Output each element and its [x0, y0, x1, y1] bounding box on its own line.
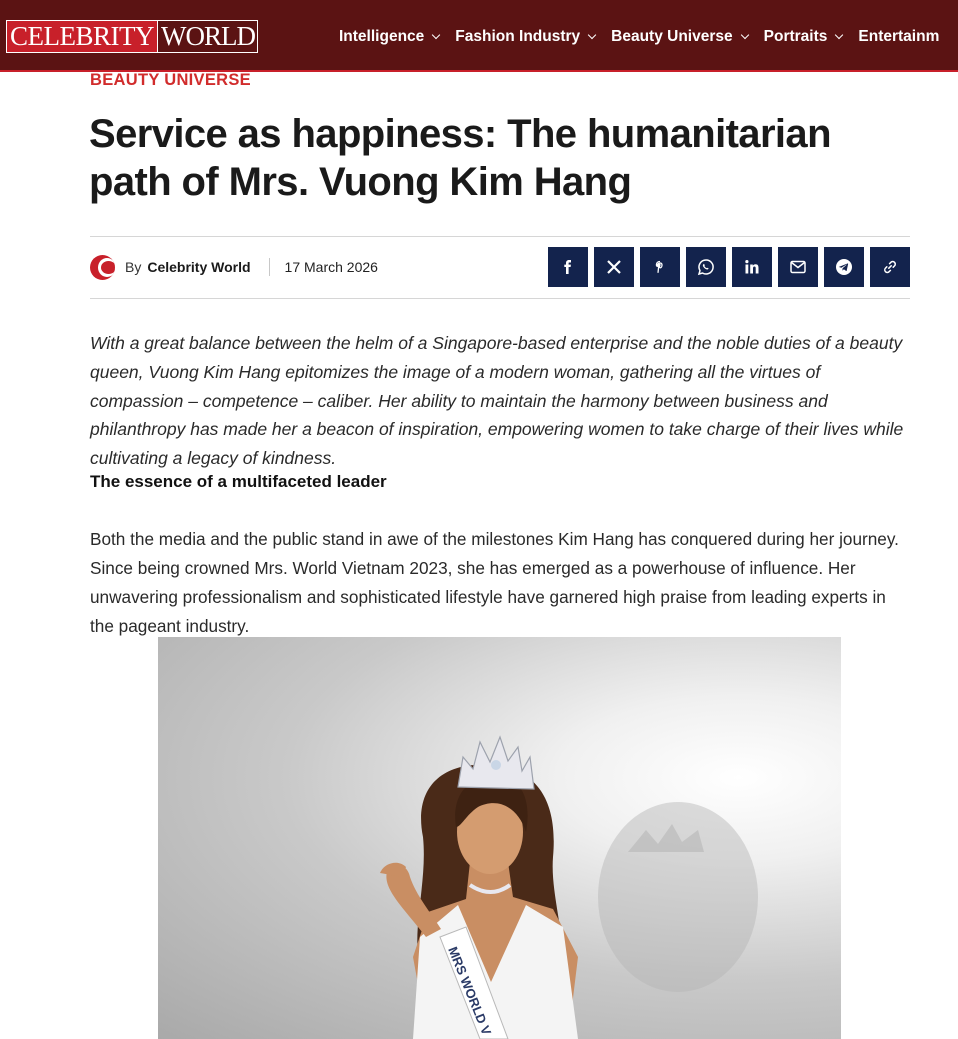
- article-subheading: The essence of a multifaceted leader: [90, 472, 387, 491]
- nav-item-fashion-industry[interactable]: [455, 28, 595, 46]
- site-header: [0, 0, 958, 72]
- logo-celebrity: CELEBRITY: [7, 21, 157, 52]
- chevron-down-icon: [835, 31, 843, 39]
- share-facebook-button[interactable]: [548, 247, 588, 287]
- meta-separator: [269, 258, 270, 276]
- whatsapp-icon: [697, 258, 715, 276]
- main-nav: [339, 28, 955, 46]
- nav-item-intelligence[interactable]: [339, 28, 439, 46]
- pinterest-icon: [653, 260, 667, 274]
- site-logo[interactable]: [6, 20, 258, 53]
- share-pinterest-button[interactable]: [640, 247, 680, 287]
- linkedin-icon: [744, 259, 760, 275]
- share-email-button[interactable]: [778, 247, 818, 287]
- author-avatar[interactable]: [90, 255, 115, 280]
- article-meta: [90, 254, 378, 280]
- copy-link-icon: [882, 259, 898, 275]
- nav-label: Intelligence: [339, 28, 425, 45]
- article-photo: [158, 637, 841, 1039]
- author-link[interactable]: Celebrity World: [147, 259, 251, 275]
- chevron-down-icon: [588, 31, 596, 39]
- article-lead: With a great balance between the helm of a Singapore-based enterprise and the noble duties of a beauty queen, Vuong Kim Hang epitomizes the image of a modern woman, gathering all the virtues of compassion – competence – caliber. Her ability to maintain the harmony between business and philanthropy has made her a beacon of inspiration, empowering women to take charge of their lives while cultivating a legacy of kindness.: [90, 333, 904, 469]
- nav-item-portraits[interactable]: [764, 28, 843, 46]
- nav-label: Beauty Universe: [611, 28, 733, 45]
- logo-world: WORLD: [157, 21, 257, 52]
- email-icon: [790, 260, 806, 274]
- share-copy-link-button[interactable]: [870, 247, 910, 287]
- nav-label: Entertainm: [858, 28, 940, 45]
- facebook-icon: [561, 260, 575, 274]
- share-bar: [548, 247, 910, 287]
- divider: [90, 298, 910, 299]
- sash-text: MRS WORLD V: [445, 944, 495, 1038]
- share-x-button[interactable]: [594, 247, 634, 287]
- divider: [90, 236, 910, 237]
- nav-item-beauty-universe[interactable]: [611, 28, 747, 46]
- article-category[interactable]: BEAUTY UNIVERSE: [90, 71, 251, 89]
- x-icon: [607, 260, 621, 274]
- telegram-icon: [835, 258, 853, 276]
- article-paragraph: Both the media and the public stand in awe of the milestones Kim Hang has conquered during her journey. Since being crowned Mrs. World Vietnam 2023, she has emerged as a powerhouse of influence. Her unwavering professionalism and sophisticated lifestyle have garnered high praise from leading experts in the pageant industry.: [90, 529, 899, 636]
- nav-item-entertainment[interactable]: [858, 28, 939, 46]
- publish-date: 17 March 2026: [284, 259, 378, 275]
- article-title: Service as happiness: The humanitarian path of Mrs. Vuong Kim Hang: [89, 112, 831, 204]
- pageant-portrait-illustration: [158, 637, 841, 1039]
- nav-label: Fashion Industry: [455, 28, 581, 45]
- share-linkedin-button[interactable]: [732, 247, 772, 287]
- by-label: By: [125, 259, 142, 275]
- share-telegram-button[interactable]: [824, 247, 864, 287]
- chevron-down-icon: [432, 31, 440, 39]
- nav-label: Portraits: [763, 28, 828, 45]
- chevron-down-icon: [740, 31, 748, 39]
- share-whatsapp-button[interactable]: [686, 247, 726, 287]
